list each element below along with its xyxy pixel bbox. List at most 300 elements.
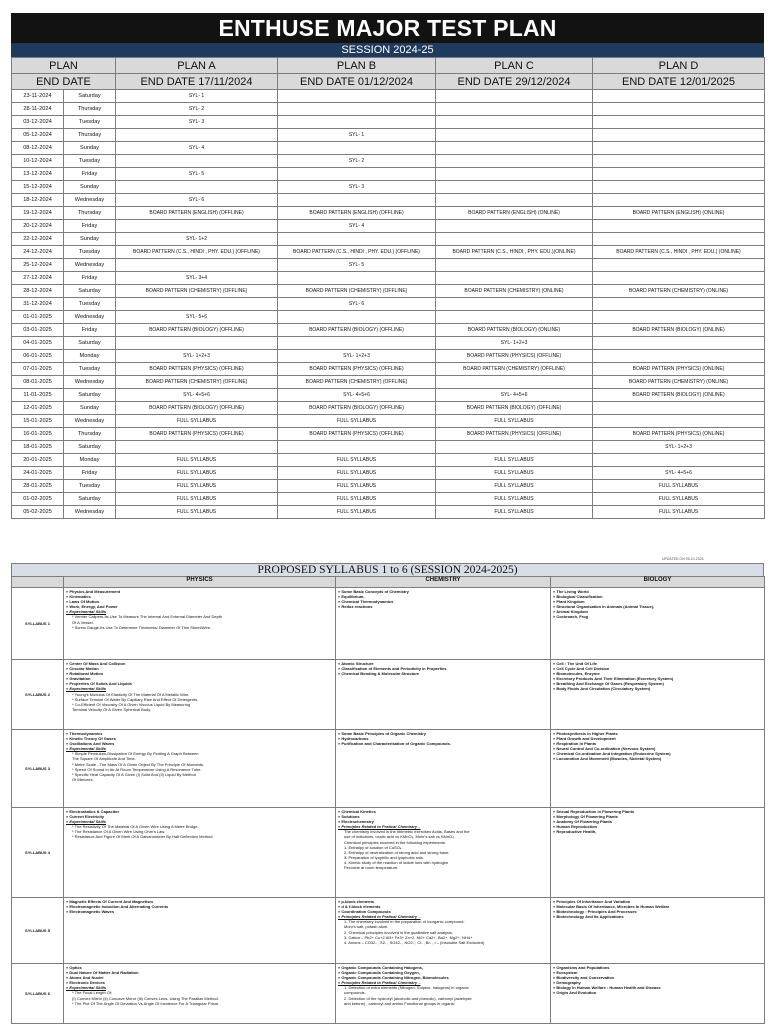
schedule-row: [12, 402, 765, 415]
plan-a-cell: SYL- 4+5+6: [116, 389, 278, 402]
plan-d-cell: [593, 155, 765, 168]
plan-b-cell: SYL- 1: [278, 129, 436, 142]
plan-header: PLAN: [12, 58, 116, 74]
plan-c-cell: FULL SYLLABUS: [436, 415, 593, 428]
plan-d-cell: FULL SYLLABUS: [593, 493, 765, 506]
schedule-row: [12, 376, 765, 389]
date-cell: 28-12-2024: [12, 285, 64, 298]
plan-b-cell: BOARD PATTERN (CHEMISTRY) (OFFLINE): [278, 376, 436, 389]
schedule-row: [12, 194, 765, 207]
topic-line: » Organisms and Populations: [553, 965, 610, 970]
plan-a-cell: BOARD PATTERN (BIOLOGY) (OFFLINE): [116, 402, 278, 415]
topic-line: * Vernier Calipers-Its Use To Measure The Internal And External Diameter And Depth: [72, 614, 223, 620]
plan-c-cell: BOARD PATTERN (CHEMISTRY) (OFFLINE): [436, 363, 593, 376]
topic-line: » Rotational Motion: [66, 671, 104, 677]
plan-d-cell: BOARD PATTERN (BIOLOGY) (ONLINE): [593, 324, 765, 337]
topic-line: » Principles Related to Pratical Chemistry –: [338, 980, 421, 986]
plan-d-cell: [593, 103, 765, 116]
plan-d-cell: [593, 129, 765, 142]
plan-b-cell: FULL SYLLABUS: [278, 506, 436, 519]
topic-line: » Organic Compounds Containing Nitrogen, Biomolecules: [338, 975, 449, 981]
date-cell: 16-01-2025: [12, 428, 64, 441]
topic-line: » Ecosystem: [553, 970, 578, 976]
chemistry-topics: [336, 964, 551, 1024]
day-cell: Thursday: [64, 428, 116, 441]
plan-b-cell: BOARD PATTERN (BIOLOGY) (OFFLINE): [278, 324, 436, 337]
topic-line: Of A Vessel.: [72, 619, 94, 625]
syllabus-label: SYLLABUS 3: [12, 730, 64, 808]
topic-line: » Principles Related to Pratical Chemistry –: [338, 914, 421, 920]
topic-line: » Cockroach, Frog: [553, 614, 589, 620]
syllabus-row: [12, 730, 765, 808]
schedule-row: [12, 259, 765, 272]
plan-d-cell: SYL- 1+2+3: [593, 441, 765, 454]
topic-line: » Thermodynamics: [66, 731, 103, 736]
syllabus-table-container: [11, 563, 764, 1024]
schedule-row: [12, 272, 765, 285]
day-cell: Monday: [64, 350, 116, 363]
topic-line: compounds.: [344, 990, 366, 996]
schedule-row: [12, 454, 765, 467]
plan-b-cell: BOARD PATTERN (CHEMISTRY) (OFFLINE): [278, 285, 436, 298]
topic-line: 3. Cation – Pb2+ Cu+2 Al3+ Fe3+ Zn+2, Ni2+ Ca2+, Ba2+, Mg2+, NH4+: [344, 934, 473, 940]
plan-d-cell: [593, 233, 765, 246]
plan-d-cell: BOARD PATTERN (BIOLOGY) (ONLINE): [593, 389, 765, 402]
schedule-row: [12, 337, 765, 350]
plan-c-cell: [436, 376, 593, 389]
topic-line: » Dual Nature Of Matter And Radiation: [66, 970, 139, 976]
topic-line: Of Mixtures.: [72, 776, 94, 782]
plan-a-cell: BOARD PATTERN (PHYSICS) (OFFLINE): [116, 428, 278, 441]
date-cell: 01-01-2025: [12, 311, 64, 324]
date-cell: 08-12-2024: [12, 142, 64, 155]
topic-line: » Principles Related to Pratical Chemistry –: [338, 824, 421, 830]
syllabus-row: [12, 588, 765, 660]
date-cell: 18-01-2025: [12, 441, 64, 454]
topic-line: * Metre Scale - The Mass Of A Given Object By The Principle Of Moments.: [72, 761, 205, 767]
plan-b-cell: SYL- 4: [278, 220, 436, 233]
date-cell: 24-12-2024: [12, 246, 64, 259]
chemistry-topics: [336, 808, 551, 898]
topic-line: » Kinetic Theory Of Gases: [66, 736, 116, 742]
topic-line: 1. Detection of extra elements (Nitrogen, Sulphur, halogens) in organic: [344, 985, 469, 991]
syllabus-label: SYLLABUS 4: [12, 808, 64, 898]
date-cell: 12-01-2025: [12, 402, 64, 415]
topic-line: » Hydrocarbons: [338, 736, 369, 742]
schedule-row: [12, 103, 765, 116]
topic-line: » Experimental Skills: [66, 686, 107, 692]
schedule-row: [12, 311, 765, 324]
topic-line: 3. Preparation of lyophilic and lyophobic sols.: [344, 854, 425, 860]
syllabus-row: [12, 964, 765, 1024]
plan-c-cell: SYL- 1+2+3: [436, 337, 593, 350]
plan-c-cell: [436, 311, 593, 324]
physics-topics: [64, 808, 336, 898]
schedule-row: [12, 207, 765, 220]
topic-line: » Solutions: [338, 814, 360, 820]
topic-line: Terminal Velocity Of A Given Spherical Body.: [72, 706, 152, 712]
syllabus-header-row: [12, 577, 765, 588]
plan-d-cell: FULL SYLLABUS: [593, 480, 765, 493]
schedule-grid: [11, 57, 765, 519]
plan-b-cell: [278, 233, 436, 246]
plan-a-cell: BOARD PATTERN (CHEMISTRY) (OFFLINE): [116, 376, 278, 389]
topic-line: » Chemical Thermodynamics: [338, 599, 394, 605]
syllabus-body: [12, 588, 765, 1024]
end-date-header: END DATE: [12, 74, 116, 90]
biology-topics: [551, 808, 765, 898]
plan-b-cell: FULL SYLLABUS: [278, 493, 436, 506]
plan-c-cell: FULL SYLLABUS: [436, 454, 593, 467]
topic-line: » Classification of Elements and Periodicity in Properties: [338, 666, 447, 672]
topic-line: (I) Convex Mirror (Ii) Concave Mirror (Iii) Convex Lens, Using The Parallax Method.: [72, 995, 219, 1001]
topic-line: » Respiration in Plants: [553, 741, 597, 747]
date-cell: 15-12-2024: [12, 181, 64, 194]
topic-line: 1. The chemistry involved in the preparation of Inorganic compound;: [344, 919, 465, 925]
topic-line: » Oscillations And Waves: [66, 741, 115, 747]
plan-b-cell: [278, 116, 436, 129]
topic-line: » Cell : The Unit Of Life: [553, 661, 598, 666]
date-cell: 19-12-2024: [12, 207, 64, 220]
schedule-row: [12, 142, 765, 155]
plan-c-cell: FULL SYLLABUS: [436, 506, 593, 519]
day-cell: Thursday: [64, 103, 116, 116]
topic-line: * The Focal Length Of;: [72, 990, 113, 996]
day-cell: Friday: [64, 168, 116, 181]
topic-line: Chemical principles involved in the following experiments.: [344, 839, 447, 845]
plan-b-cell: FULL SYLLABUS: [278, 467, 436, 480]
date-cell: 18-12-2024: [12, 194, 64, 207]
topic-line: » Purification and Characterisation of Organic Compounds.: [338, 741, 451, 747]
plan-c-cell: BOARD PATTERN (PHYSICS) (OFFLINE): [436, 428, 593, 441]
plan-c-cell: FULL SYLLABUS: [436, 467, 593, 480]
date-cell: 20-01-2025: [12, 454, 64, 467]
day-cell: Tuesday: [64, 298, 116, 311]
topic-line: » The Living World: [553, 589, 589, 594]
plan-a-cell: BOARD PATTERN (CHEMISTRY) (OFFLINE): [116, 285, 278, 298]
date-cell: 15-01-2025: [12, 415, 64, 428]
plan-b-cell: [278, 168, 436, 181]
plan-a-cell: BOARD PATTERN (PHYSICS) (OFFLINE): [116, 363, 278, 376]
plan-d-cell: BOARD PATTERN (PHYSICS) (ONLINE): [593, 428, 765, 441]
plan-a-cell: FULL SYLLABUS: [116, 506, 278, 519]
topic-line: » Center Of Mass And Collision: [66, 661, 126, 666]
plan-b-cell: SYL- 6: [278, 298, 436, 311]
chemistry-topics: [336, 588, 551, 660]
date-cell: 27-12-2024: [12, 272, 64, 285]
plan-a-cell: [116, 298, 278, 311]
schedule-row: [12, 220, 765, 233]
topic-line: * Specific Heat Capacity Of A Given (I) Solid And (Ii) Liquid By Method: [72, 771, 196, 777]
syllabus-row: [12, 898, 765, 964]
topic-line: * The Resistance Of A Given Wire Using Ohm's Law.: [72, 829, 166, 835]
plan-d-cell: [593, 220, 765, 233]
day-cell: Saturday: [64, 493, 116, 506]
day-cell: Wednesday: [64, 194, 116, 207]
date-cell: 10-12-2024: [12, 155, 64, 168]
plan-b-cell: BOARD PATTERN (PHYSICS) (OFFLINE): [278, 428, 436, 441]
syllabus-row: [12, 808, 765, 898]
topic-line: » Photosynthesis in Higher Plants: [553, 731, 618, 736]
plan-a-cell: SYL- 4: [116, 142, 278, 155]
plan-d-cell: BOARD PATTERN (CHEMISTRY) (ONLINE): [593, 285, 765, 298]
plan-b-cell: BOARD PATTERN (BIOLOGY) (OFFLINE): [278, 402, 436, 415]
physics-header: PHYSICS: [64, 577, 336, 588]
plan-b-cell: BOARD PATTERN (ENGLISH) (OFFLINE): [278, 207, 436, 220]
day-cell: Thursday: [64, 129, 116, 142]
topic-line: » Equilibrium,: [338, 594, 365, 600]
plan-a-cell: FULL SYLLABUS: [116, 415, 278, 428]
plan-a-cell: SYL- 1+2+3: [116, 350, 278, 363]
date-cell: 25-12-2024: [12, 259, 64, 272]
date-cell: 05-12-2024: [12, 129, 64, 142]
day-cell: Wednesday: [64, 506, 116, 519]
plan-header-row: [12, 58, 765, 74]
syllabus-label: SYLLABUS 1: [12, 588, 64, 660]
plan-b-cell: FULL SYLLABUS: [278, 415, 436, 428]
plan-d-cell: [593, 415, 765, 428]
topic-line: » Neural Control And Co-ordination (Nervous System): [553, 746, 656, 752]
topic-line: » Atomic Structure: [338, 661, 374, 666]
plan-b-cell: SYL- 4+5+6: [278, 389, 436, 402]
topic-line: » Some Basic Concepts of Chemistry: [338, 589, 409, 594]
plan-d-cell: BOARD PATTERN (PHYSICS) (ONLINE): [593, 363, 765, 376]
topic-line: 2. Chemical principles involved in the qualitative salt analysis.: [344, 929, 453, 935]
plan-a-cell: SYL- 1+2: [116, 233, 278, 246]
topic-line: The chemistry involved in the titrimetric exercises Acids, Bases and the: [344, 829, 470, 835]
topic-line: » Body Fluids And Circulation (Circulatory System): [553, 686, 651, 692]
day-cell: Tuesday: [64, 363, 116, 376]
schedule-row: [12, 415, 765, 428]
day-cell: Sunday: [64, 402, 116, 415]
plan-b-cell: BOARD PATTERN (PHYSICS) (OFFLINE): [278, 363, 436, 376]
topic-line: » Biotechnology And Its Applications: [553, 914, 624, 920]
day-cell: Friday: [64, 272, 116, 285]
date-cell: 28-01-2025: [12, 480, 64, 493]
plan-c-cell: BOARD PATTERN (PHYSICS) (OFFLINE): [436, 350, 593, 363]
plan-a-cell: BOARD PATTERN (ENGLISH) (OFFLINE): [116, 207, 278, 220]
topic-line: » Electromagnetic Waves: [66, 909, 115, 915]
plan-d-cell: [593, 116, 765, 129]
topic-line: Peroxide at room temperature.: [344, 865, 399, 871]
syllabus-label: SYLLABUS 6: [12, 964, 64, 1024]
plan-b-cell: [278, 90, 436, 103]
chemistry-header: CHEMISTRY: [336, 577, 551, 588]
plan-d-cell: BOARD PATTERN (C.S., HINDI , PHY. EDU.) (ONLINE): [593, 246, 765, 259]
topic-line: 2. Detection of the hydroxyl (alcoholic and phenolic), carbonyl (aldehyde: [344, 995, 472, 1001]
plan-c-cell: [436, 259, 593, 272]
plan-c-cell: BOARD PATTERN (BIOLOGY) (OFFLINE): [436, 402, 593, 415]
plan-c-cell: [436, 168, 593, 181]
day-cell: Thursday: [64, 207, 116, 220]
topic-line: » Laws Of Motion: [66, 599, 100, 605]
topic-line: * The Resistivity Of The Material Of A Given Wire Using A Metre Bridge.: [72, 824, 199, 830]
plan-d-header: PLAN D: [593, 58, 765, 74]
date-cell: 07-01-2025: [12, 363, 64, 376]
plan-a-cell: [116, 181, 278, 194]
topic-line: » Biomolecules, Enzyme: [553, 671, 600, 677]
topic-line: » Electrostatics & Capacitor: [66, 809, 120, 814]
plan-c-cell: BOARD PATTERN (C.S., HINDI , PHY. EDU.)(ONLINE): [436, 246, 593, 259]
day-cell: Tuesday: [64, 246, 116, 259]
biology-topics: [551, 588, 765, 660]
schedule-row: [12, 90, 765, 103]
syllabus-row: [12, 660, 765, 730]
topic-line: » Organic Compounds Containing Oxygen,: [338, 970, 420, 976]
plan-b-cell: SYL- 5: [278, 259, 436, 272]
topic-line: Mohr's salt, potash alum.: [344, 924, 389, 930]
syllabus-label: SYLLABUS 2: [12, 660, 64, 730]
updated-note: UPDATED ON 05-10-2024: [662, 557, 704, 561]
plan-c-cell: SYL- 4+5+6: [436, 389, 593, 402]
topic-line: » Demography: [553, 980, 581, 986]
date-cell: 06-01-2025: [12, 350, 64, 363]
biology-topics: [551, 898, 765, 964]
topic-line: * Surface Tension Of Water By Capillary Rise And Effect Of Detergents,: [72, 696, 199, 702]
plan-a-end-date: END DATE 17/11/2024: [116, 74, 278, 90]
topic-line: » Morphology Of Flowering Plants: [553, 814, 618, 820]
topic-line: » Biotechnology : Principles And Processes: [553, 909, 637, 915]
date-cell: 01-02-2025: [12, 493, 64, 506]
plan-c-cell: [436, 129, 593, 142]
chemistry-topics: [336, 660, 551, 730]
date-cell: 03-12-2024: [12, 116, 64, 129]
plan-d-end-date: END DATE 12/01/2025: [593, 74, 765, 90]
syllabus-corner: [12, 577, 64, 588]
plan-d-cell: [593, 402, 765, 415]
topic-line: » Chemical Kinetics: [338, 809, 376, 814]
plan-c-cell: BOARD PATTERN (CHEMISTRY) (ONLINE): [436, 285, 593, 298]
schedule-body: [12, 90, 765, 519]
biology-topics: [551, 964, 765, 1024]
topic-line: » Physics And Measurement: [66, 589, 121, 594]
topic-line: * The Plot Of The Angle Of Deviation Vs Angle Of Incidence For A Triangular Prism.: [72, 1000, 220, 1006]
plan-c-cell: [436, 181, 593, 194]
plan-b-cell: FULL SYLLABUS: [278, 454, 436, 467]
plan-b-cell: [278, 142, 436, 155]
topic-line: » Reproductive Health,: [553, 829, 597, 835]
plan-c-cell: [436, 272, 593, 285]
topic-line: » Electrochemistry: [338, 819, 374, 825]
physics-topics: [64, 898, 336, 964]
topic-line: » Sexual Reproduction in Flowering Plants: [553, 809, 635, 814]
plan-d-cell: [593, 454, 765, 467]
date-cell: 20-12-2024: [12, 220, 64, 233]
topic-line: * Speed Of Sound In Air At Room Temperature Using A Resonance Tube.: [72, 766, 202, 772]
topic-line: » Experimental Skills: [66, 746, 107, 752]
topic-line: » Principles Of Inheritance And Variation: [553, 899, 631, 904]
plan-d-cell: [593, 168, 765, 181]
schedule-row: [12, 389, 765, 402]
topic-line: » Excretory Products And Their Elimination (Excretory System): [553, 676, 674, 682]
topic-line: » Plant Kingdom: [553, 599, 585, 605]
day-cell: Wednesday: [64, 376, 116, 389]
biology-topics: [551, 730, 765, 808]
schedule-row: [12, 246, 765, 259]
plan-a-cell: SYL- 5+6: [116, 311, 278, 324]
plan-d-cell: [593, 142, 765, 155]
schedule-row: [12, 116, 765, 129]
topic-line: » Optics: [66, 965, 82, 970]
plan-a-cell: SYL- 3: [116, 116, 278, 129]
topic-line: » Atoms And Nuclei: [66, 975, 104, 981]
topic-line: » Experimental Skills: [66, 609, 107, 615]
plan-c-cell: [436, 233, 593, 246]
schedule-row: [12, 363, 765, 376]
test-plan-table-container: [11, 13, 764, 519]
plan-c-cell: BOARD PATTERN (BIOLOGY) (ONLINE): [436, 324, 593, 337]
date-cell: 04-01-2025: [12, 337, 64, 350]
topic-line: » Anatomy Of Flowering Plants: [553, 819, 612, 825]
topic-line: 2. Enthalpy of neutralization of strong acid and strong base.: [344, 849, 450, 855]
topic-line: » Circular Motion: [66, 666, 99, 672]
topic-line: » Electromagnetic Induction And Alternating Currents: [66, 904, 169, 910]
day-cell: Tuesday: [64, 155, 116, 168]
plan-c-cell: [436, 142, 593, 155]
schedule-row: [12, 168, 765, 181]
schedule-row: [12, 285, 765, 298]
topic-line: » Structural Organisation In Animals (Animal Tissue),: [553, 604, 655, 610]
plan-b-cell: FULL SYLLABUS: [278, 480, 436, 493]
plan-c-header: PLAN C: [436, 58, 593, 74]
schedule-row: [12, 181, 765, 194]
date-cell: 22-12-2024: [12, 233, 64, 246]
topic-line: » Redox reactions: [338, 604, 373, 610]
day-cell: Saturday: [64, 441, 116, 454]
topic-line: » Plant Growth and Development: [553, 736, 616, 742]
physics-topics: [64, 660, 336, 730]
topic-line: » Coordination Compounds: [338, 909, 391, 915]
day-cell: Sunday: [64, 181, 116, 194]
topic-line: » Locomotion And Movement (Muscles, Skeletal System): [553, 756, 662, 762]
topic-line: » Experimental Skills: [66, 985, 107, 991]
chemistry-topics: [336, 730, 551, 808]
topic-line: » Organic Compounds Containing Halogens,: [338, 965, 424, 970]
date-cell: 24-01-2025: [12, 467, 64, 480]
topic-line: » Some Basic Principles of Organic Chemistry: [338, 731, 427, 736]
plan-d-cell: [593, 311, 765, 324]
end-date-row: [12, 74, 765, 90]
topic-line: » d & f-block elements: [338, 904, 381, 910]
plan-c-cell: FULL SYLLABUS: [436, 493, 593, 506]
topic-line: » Current Electricity: [66, 814, 105, 820]
plan-a-cell: SYL- 5: [116, 168, 278, 181]
plan-a-cell: [116, 259, 278, 272]
plan-a-cell: [116, 155, 278, 168]
schedule-row: [12, 506, 765, 519]
schedule-row: [12, 428, 765, 441]
plan-b-cell: [278, 272, 436, 285]
plan-d-cell: SYL- 4+5+6: [593, 467, 765, 480]
plan-a-cell: BOARD PATTERN (BIOLOGY) (OFFLINE): [116, 324, 278, 337]
topic-line: » Kinematics: [66, 594, 91, 600]
topic-line: » Biology In Human Welfare : Human Health and Disease: [553, 985, 661, 991]
plan-c-cell: [436, 103, 593, 116]
plan-a-cell: FULL SYLLABUS: [116, 493, 278, 506]
schedule-row: [12, 493, 765, 506]
schedule-row: [12, 129, 765, 142]
plan-a-cell: [116, 337, 278, 350]
date-cell: 31-12-2024: [12, 298, 64, 311]
topic-line: » p-block elements: [338, 899, 375, 904]
date-cell: 28-11-2024: [12, 103, 64, 116]
plan-a-cell: BOARD PATTERN (C.S., HINDI , PHY. EDU.) (OFFLINE): [116, 246, 278, 259]
day-cell: Wednesday: [64, 311, 116, 324]
schedule-row: [12, 324, 765, 337]
date-cell: 23-11-2024: [12, 90, 64, 103]
date-cell: 11-01-2025: [12, 389, 64, 402]
plan-a-cell: SYL- 6: [116, 194, 278, 207]
